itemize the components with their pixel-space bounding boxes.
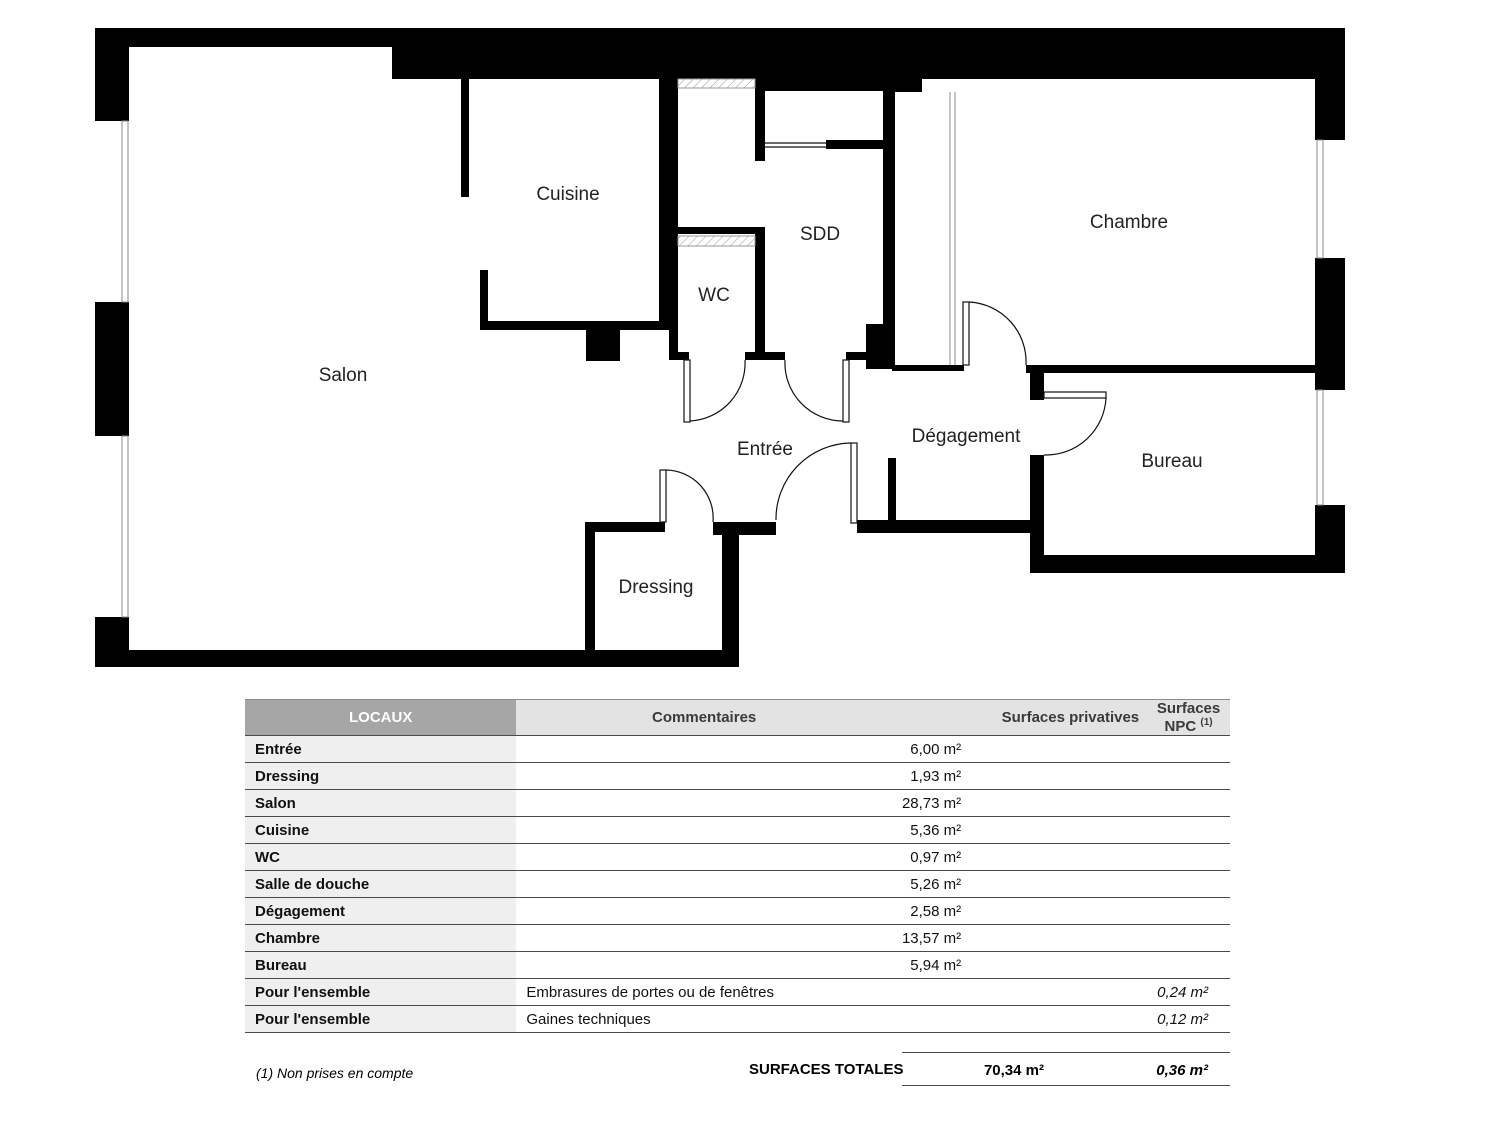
cell-surface-npc <box>1147 844 1230 871</box>
table-row <box>245 817 1230 844</box>
cell-commentaire <box>516 817 892 844</box>
table-row <box>245 925 1230 952</box>
cell-surface-npc <box>1147 898 1230 925</box>
footnote: (1) Non prises en compte <box>256 1065 414 1081</box>
table-row <box>245 979 1230 1006</box>
cell-surface-privative: 5,26 m² <box>892 871 1147 898</box>
cell-surface-privative: 28,73 m² <box>892 790 1147 817</box>
cell-surface-npc <box>1147 925 1230 952</box>
room-label-entree: Entrée <box>737 439 793 460</box>
surfaces-table <box>245 699 1230 1033</box>
cell-local: Dégagement <box>245 898 516 925</box>
room-label-wc: WC <box>698 285 730 306</box>
cell-commentaire <box>516 763 892 790</box>
room-label-degagement: Dégagement <box>911 426 1021 447</box>
cell-surface-npc <box>1147 736 1230 763</box>
cell-local: Cuisine <box>245 817 516 844</box>
header-surfaces-privatives: Surfaces privatives <box>892 700 1147 736</box>
cell-local: WC <box>245 844 516 871</box>
room-label-dressing: Dressing <box>618 577 694 598</box>
table-row <box>245 844 1230 871</box>
room-label-chambre: Chambre <box>1089 212 1169 233</box>
header-surfaces-npc-label: Surfaces NPC <box>1156 700 1221 735</box>
header-commentaires: Commentaires <box>516 700 892 736</box>
cell-local: Pour l'ensemble <box>245 979 516 1006</box>
table-row <box>245 898 1230 925</box>
table-row <box>245 871 1230 898</box>
cell-local: Dressing <box>245 763 516 790</box>
room-label-bureau: Bureau <box>1141 451 1203 472</box>
cell-surface-npc <box>1147 952 1230 979</box>
table-body <box>245 736 1230 1033</box>
total-surfaces-privatives: 70,34 m² <box>983 1062 1044 1079</box>
cell-surface-privative: 5,36 m² <box>892 817 1147 844</box>
cell-commentaire <box>516 925 892 952</box>
cell-local: Salle de douche <box>245 871 516 898</box>
cell-commentaire: Embrasures de portes ou de fenêtres <box>516 979 892 1006</box>
cell-commentaire <box>516 898 892 925</box>
room-label-salon: Salon <box>318 365 368 386</box>
table-header-row <box>245 700 1230 736</box>
table-row <box>245 1006 1230 1033</box>
cell-surface-privative: 1,93 m² <box>892 763 1147 790</box>
totals-cells <box>902 1052 1230 1086</box>
totals-label: SURFACES TOTALES <box>749 1061 904 1078</box>
table-footer <box>245 1052 1230 1088</box>
cell-surface-npc <box>1147 871 1230 898</box>
cell-local: Chambre <box>245 925 516 952</box>
cell-commentaire <box>516 790 892 817</box>
cell-surface-privative: 2,58 m² <box>892 898 1147 925</box>
table-row <box>245 763 1230 790</box>
cell-surface-npc: 0,24 m² <box>1147 979 1230 1006</box>
cell-surface-privative: 5,94 m² <box>892 952 1147 979</box>
cell-commentaire <box>516 952 892 979</box>
cell-commentaire: Gaines techniques <box>516 1006 892 1033</box>
total-surfaces-npc: 0,36 m² <box>1156 1062 1208 1079</box>
room-label-sdd: SDD <box>799 224 841 245</box>
cell-surface-npc: 0,12 m² <box>1147 1006 1230 1033</box>
cell-surface-privative <box>892 1006 1147 1033</box>
surfaces-table-container <box>245 699 1230 1033</box>
table-row <box>245 790 1230 817</box>
cell-surface-privative <box>892 979 1147 1006</box>
walls <box>95 28 1345 667</box>
cell-local: Salon <box>245 790 516 817</box>
table-row <box>245 736 1230 763</box>
header-surfaces-npc <box>1147 700 1230 736</box>
cell-local: Entrée <box>245 736 516 763</box>
cell-surface-npc <box>1147 790 1230 817</box>
header-surfaces-npc-note: (1) <box>1200 717 1213 728</box>
cell-surface-privative: 0,97 m² <box>892 844 1147 871</box>
cell-local: Pour l'ensemble <box>245 1006 516 1033</box>
cell-commentaire <box>516 844 892 871</box>
ventilation-hatches <box>678 79 755 246</box>
cell-commentaire <box>516 871 892 898</box>
room-label-cuisine: Cuisine <box>536 184 600 205</box>
cell-surface-privative: 6,00 m² <box>892 736 1147 763</box>
cell-surface-npc <box>1147 817 1230 844</box>
cell-commentaire <box>516 736 892 763</box>
cell-surface-npc <box>1147 763 1230 790</box>
header-locaux: LOCAUX <box>245 700 516 736</box>
cell-surface-privative: 13,57 m² <box>892 925 1147 952</box>
cell-local: Bureau <box>245 952 516 979</box>
table-row <box>245 952 1230 979</box>
